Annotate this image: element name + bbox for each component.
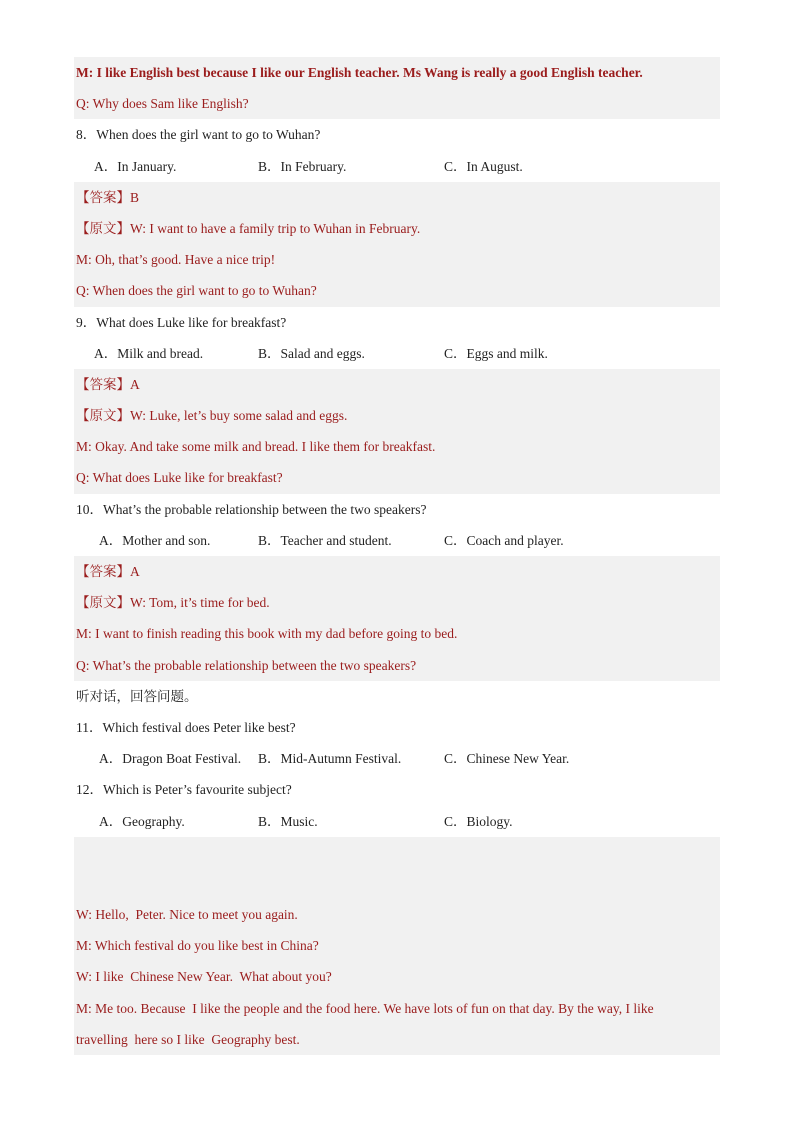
option-a: A．Milk and bread. xyxy=(94,345,204,361)
source-tag: 【原文】 xyxy=(76,408,130,424)
question-9: 9．What does Luke like for breakfast? xyxy=(76,314,287,330)
answer-line xyxy=(74,837,720,868)
question-10: 10．What’s the probable relationship between the two speakers? xyxy=(76,501,427,517)
transcript-question: Q: Why does Sam like English? xyxy=(74,88,720,119)
option-b: B．Salad and eggs. xyxy=(258,345,365,361)
section-heading: 听对话，回答问题。 xyxy=(76,688,198,704)
transcript-line: W: I like Chinese New Year. What about you? xyxy=(74,961,720,992)
document-page xyxy=(74,57,720,1055)
source-text: W: Luke, let’s buy some salad and eggs. xyxy=(130,408,348,424)
question-9-options xyxy=(74,338,720,369)
transcript-line: W: Hello, Peter. Nice to meet you again. xyxy=(74,899,720,930)
source-text: W: Tom, it’s time for bed. xyxy=(130,595,270,611)
question-12-options xyxy=(74,806,720,837)
transcript-line: M: Okay. And take some milk and bread. I like them for breakfast. xyxy=(74,431,720,462)
source-tag: 【原文】 xyxy=(76,220,130,236)
option-c: C．Chinese New Year. xyxy=(444,751,570,767)
transcript-line: M: Me too. Because I like the people and the food here. We have lots of fun on that day. By the way, I like xyxy=(74,993,720,1024)
answer-line xyxy=(74,556,720,587)
option-a: A．Geography. xyxy=(99,813,185,829)
transcript-line: M: I like English best because I like our English teacher. Ms Wang is really a good English teacher. xyxy=(74,57,720,88)
option-c: C．In August. xyxy=(444,158,523,174)
transcript-line: M: Which festival do you like best in China? xyxy=(74,930,720,961)
question-11: 11．Which festival does Peter like best? xyxy=(76,719,296,735)
answer-value: A xyxy=(130,376,140,392)
option-b: B．In February. xyxy=(258,158,347,174)
option-a: A．Mother and son. xyxy=(99,532,211,548)
option-b: B．Mid-Autumn Festival. xyxy=(258,751,402,767)
answer-tag: 【答案】 xyxy=(76,564,130,579)
option-c: C．Coach and player. xyxy=(444,532,564,548)
answer-tag: 【答案】 xyxy=(76,189,130,205)
question-8-options xyxy=(74,151,720,182)
option-b: B．Teacher and student. xyxy=(258,532,392,548)
question-10-options xyxy=(74,525,720,556)
transcript-question: Q: When does the girl want to go to Wuhan? xyxy=(74,275,720,306)
transcript-question: Q: What’s the probable relationship between the two speakers? xyxy=(74,650,720,681)
transcript-line: M: Oh, that’s good. Have a nice trip! xyxy=(74,244,720,275)
source-text: W: I want to have a family trip to Wuhan in February. xyxy=(130,220,421,236)
transcript-line: travelling here so I like Geography best. xyxy=(74,1024,720,1055)
source-tag: 【原文】 xyxy=(76,595,130,611)
question-12: 12．Which is Peter’s favourite subject? xyxy=(76,782,292,798)
option-b: B．Music. xyxy=(258,813,318,829)
question-8: 8．When does the girl want to go to Wuhan? xyxy=(76,127,321,143)
question-11-options xyxy=(74,743,720,774)
option-a: A．In January. xyxy=(94,158,177,174)
option-c: C．Eggs and milk. xyxy=(444,345,548,361)
answer-value: B xyxy=(130,189,140,205)
source-line xyxy=(74,400,720,431)
option-a: A．Dragon Boat Festival. xyxy=(99,751,242,767)
answer-line xyxy=(74,369,720,400)
option-c: C．Biology. xyxy=(444,813,513,829)
transcript-line: M: I want to finish reading this book with my dad before going to bed. xyxy=(74,618,720,649)
source-line xyxy=(74,868,720,899)
answer-value: A xyxy=(130,564,140,579)
source-line xyxy=(74,213,720,244)
source-line xyxy=(74,587,720,618)
answer-tag: 【答案】 xyxy=(76,376,130,392)
answer-line xyxy=(74,182,720,213)
transcript-question: Q: What does Luke like for breakfast? xyxy=(74,462,720,493)
